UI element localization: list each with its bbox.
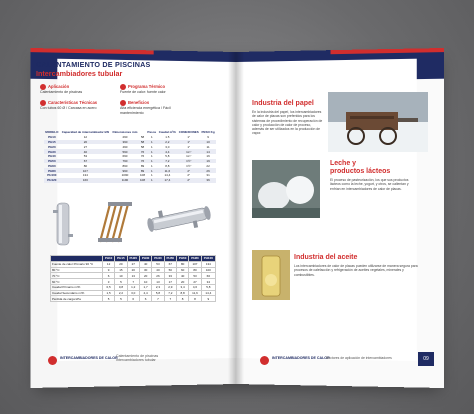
table-cell: 1,5 xyxy=(102,290,114,296)
section-title-oil: Industria del aceite xyxy=(294,254,358,261)
table-header-cell: Capacidad de intercambiador kW xyxy=(61,130,110,135)
table-cell: 15 xyxy=(115,267,127,273)
table-cell: 58 xyxy=(140,139,145,144)
table-cell: 16 xyxy=(206,154,210,159)
horizontal-exchanger-image xyxy=(146,202,212,236)
table-cell: 76 xyxy=(140,149,145,154)
table-cell: 53 xyxy=(152,261,164,267)
table-cell: 3 xyxy=(102,279,114,285)
table-cell: 2" xyxy=(187,173,191,178)
table-cell: 33 xyxy=(164,273,176,279)
table-cell: 27 xyxy=(127,261,139,267)
table-cell: PH20 xyxy=(48,144,56,149)
table-cell: 13 xyxy=(127,273,139,279)
table-cell: 70 °C xyxy=(51,273,103,279)
right-page-title xyxy=(252,66,402,80)
table-cell: 66 xyxy=(201,273,215,279)
table-cell: 1" xyxy=(187,144,191,149)
feature-label: Aplicación xyxy=(48,83,70,89)
feature-text: Calentamiento de piscinas xyxy=(40,90,83,94)
table-cell: 5,8 xyxy=(165,154,170,159)
table-cell: 60 °C xyxy=(51,279,103,285)
table-cell: 1190 xyxy=(111,178,139,183)
table-cell: 1.5 xyxy=(165,135,170,140)
feature-aplicacion xyxy=(40,84,102,95)
feature-caracteristicas xyxy=(40,100,108,111)
table-cell: 20 xyxy=(127,267,139,273)
table-cell: PH30 xyxy=(44,149,60,154)
feature-text: Fuente de calor: fuente calor xyxy=(120,90,166,94)
feature-label: Características Técnicas xyxy=(48,99,98,105)
table-header-cell: PH60 xyxy=(176,256,188,262)
table-row xyxy=(51,296,216,302)
table-cell: 80 °C xyxy=(51,267,103,273)
table-cell: 690 xyxy=(122,154,128,159)
table-cell: 2,3 xyxy=(152,284,164,290)
left-page-subtitle: Intercambiadores tubular xyxy=(36,69,123,78)
table-cell: 1,7 xyxy=(139,284,151,290)
table-cell: PH80 xyxy=(44,168,60,173)
table-cell: 31 xyxy=(206,173,210,178)
table-cell: 76 xyxy=(140,159,145,164)
table-cell: 2" xyxy=(177,168,200,173)
capacity-table xyxy=(50,255,216,302)
table-cell: PH15 xyxy=(44,140,60,145)
table-cell: 40 xyxy=(139,261,151,267)
table-cell: 7,2 xyxy=(164,290,176,296)
table-cell: 27 xyxy=(83,144,88,149)
table-cell: Caudal Primario m³/h xyxy=(51,284,103,290)
table-cell: 7 xyxy=(127,279,139,285)
table-cell: 12 xyxy=(102,261,114,267)
table-cell: PH10 xyxy=(48,135,56,140)
section-text-dairy: El proceso de pasteurización, los que sus productos lácteos como la leche, yogurt, y otros, se calientan y enfrían en intercambiadores de calor de placas. xyxy=(330,178,409,191)
table-cell: 7 xyxy=(152,296,164,302)
table-cell: 8 xyxy=(176,296,188,302)
table-cell: 1 xyxy=(146,178,157,183)
table-header-cell: CONEXIONES xyxy=(178,130,199,135)
table-cell: 3,0 xyxy=(127,290,139,296)
table-cell: 40 xyxy=(176,273,188,279)
table-cell: 1¼" xyxy=(177,149,200,154)
table-cell: 1 xyxy=(150,154,153,159)
section-title-paper: Industria del papel xyxy=(252,100,314,107)
table-cell: 27 xyxy=(189,279,201,285)
table-cell: 2,9 xyxy=(164,284,176,290)
dairy-title-line2: productos lácteos xyxy=(330,167,391,175)
left-footer-text: Calentamiento de piscinas Intercambiadores tubular xyxy=(116,354,159,363)
table-cell: 40 xyxy=(152,267,164,273)
table-cell: 26 xyxy=(200,168,216,173)
table-cell: 60 xyxy=(176,267,188,273)
table-cell: 790 xyxy=(111,159,139,164)
table-cell: 80 xyxy=(83,163,88,168)
right-footer-brand: INTERCAMBIADORES DE CALOR xyxy=(272,356,330,360)
table-header-cell: PH20 xyxy=(127,256,139,262)
table-cell: 36 xyxy=(200,178,216,183)
table-cell: 67 xyxy=(164,261,176,267)
feature-programa xyxy=(120,84,182,95)
table-cell: 6 xyxy=(102,273,114,279)
table-header-row xyxy=(44,130,216,135)
table-cell: 13 xyxy=(152,279,164,285)
snow-vehicle-photo xyxy=(328,92,428,152)
feature-text: Con tubos 60 Ø / Carcasa en acero xyxy=(40,106,97,110)
table-header-cell: PH30 xyxy=(139,256,151,262)
table-header-cell: PH100 xyxy=(201,256,215,262)
table-cell: 490 xyxy=(122,144,128,149)
table-cell: 7 xyxy=(164,296,176,302)
table-cell: 0,8 xyxy=(115,284,127,290)
brand-logo-icon xyxy=(48,356,57,365)
table-cell: 67 xyxy=(60,159,111,164)
table-cell: 40 xyxy=(60,149,111,154)
table-cell: 22 xyxy=(206,163,210,168)
table-header-cell: MODELO xyxy=(45,130,59,135)
table-cell: 7,2 xyxy=(157,159,177,164)
table-cell: 1 xyxy=(146,140,157,145)
table-cell: 4,4 xyxy=(157,149,177,154)
right-title-line2: DE INTERCAMBIADORES xyxy=(284,73,370,80)
dairy-factory-photo xyxy=(252,160,320,218)
table-cell: 1¼" xyxy=(186,154,192,159)
table-cell: 290 xyxy=(122,135,128,140)
table-header-cell: PH40 xyxy=(152,256,164,262)
table-row xyxy=(44,178,216,183)
feature-label: Beneficios xyxy=(128,99,150,105)
table-cell: 14,4 xyxy=(164,173,171,178)
table-cell: 53 xyxy=(83,154,88,159)
table-cell: 1½" xyxy=(186,163,192,168)
section-text-oil: Los intercambiadores de calor de placas pueden utilizarse de manera segura para procesos de calefacción y refrigeración de aceites vegetales, minerales y combustibles. xyxy=(294,264,418,277)
table-cell: 80 xyxy=(189,267,201,273)
table-cell: 1" xyxy=(177,140,200,145)
table-cell: 10 xyxy=(115,273,127,279)
feature-label: Programa Térmico xyxy=(128,83,166,89)
table-cell: 17,4 xyxy=(157,178,177,183)
table-cell: 134 xyxy=(201,261,215,267)
table-cell: 9 xyxy=(207,135,209,140)
vertical-exchanger-image xyxy=(52,200,74,250)
table-cell: 50 xyxy=(164,267,176,273)
table-cell: 590 xyxy=(111,149,139,154)
table-cell: 5 xyxy=(102,296,114,302)
table-cell: 12 xyxy=(83,135,88,140)
brand-logo-icon xyxy=(260,356,269,365)
table-cell: 11,6 xyxy=(189,290,201,296)
table-cell: 4,4 xyxy=(139,290,151,296)
table-cell: 89 xyxy=(140,168,145,173)
table-cell: 100 xyxy=(201,267,215,273)
table-cell: 14 xyxy=(200,149,216,154)
table-cell: 5 xyxy=(115,296,127,302)
table-cell: 20 xyxy=(139,273,151,279)
table-cell: 76 xyxy=(140,154,145,159)
left-footer-brand: INTERCAMBIADORES DE CALOR xyxy=(60,356,118,360)
right-header-accent xyxy=(331,48,444,54)
table-cell: PH60 xyxy=(48,163,56,168)
table-cell: 1 xyxy=(146,168,157,173)
table-cell: 5,8 xyxy=(152,290,164,296)
table-cell: Pérdida de carga kPa xyxy=(51,296,103,302)
table-cell: 108 xyxy=(140,173,146,178)
table-header-cell: PH50 xyxy=(164,256,176,262)
tube-bundle-image xyxy=(96,200,136,246)
table-cell: 11,6 xyxy=(157,168,177,173)
table-header-cell: PH80 xyxy=(189,256,201,262)
table-cell: 4,6 xyxy=(189,284,201,290)
table-header-cell: Dimensiones mm xyxy=(112,130,138,135)
table-cell: 20 xyxy=(115,261,127,267)
table-cell: 14,4 xyxy=(201,290,215,296)
table-cell: 1 xyxy=(150,144,153,149)
table-cell: 2,2 xyxy=(157,140,177,145)
table-header-cell: PESO Kg xyxy=(201,130,215,135)
table-cell: 5 xyxy=(115,279,127,285)
table-cell: 30 xyxy=(139,267,151,273)
table-cell: 19 xyxy=(200,159,216,164)
table-cell: 0,5 xyxy=(102,284,114,290)
table-cell: 134 xyxy=(82,173,88,178)
table-cell: 10 xyxy=(200,140,216,145)
table-cell: 20 xyxy=(176,279,188,285)
table-cell: 1090 xyxy=(121,173,129,178)
table-cell: 1,2 xyxy=(127,284,139,290)
right-footer-text: Sectores de aplicación de intercambiadores xyxy=(326,356,392,360)
page-number: 09 xyxy=(418,352,434,366)
table-cell: 1 xyxy=(150,173,153,178)
oil-photo xyxy=(252,250,290,300)
section-text-paper: En la industria del papel, los intercambiadores de calor de placas son preferidos para los sistemas de procedimiento de recuperación de calor y producción de calor de proceso, además de ser utilizados en la producción de vapor. xyxy=(252,110,323,136)
table-cell: 160 xyxy=(60,178,111,183)
table-header-cell: PH15 xyxy=(115,256,127,262)
table-cell: 1 xyxy=(150,163,153,168)
table-cell: 2,2 xyxy=(115,290,127,296)
table-cell: 11 xyxy=(206,144,210,149)
table-cell: 1 xyxy=(146,159,157,164)
table-cell: 890 xyxy=(122,163,128,168)
table-cell: 107 xyxy=(189,261,201,267)
table-cell: 3,4 xyxy=(176,284,188,290)
left-page-title: CALENTAMIENTO DE PISCINAS xyxy=(36,60,151,69)
table-cell: Fuente de calor Primario 90 °C xyxy=(51,261,103,267)
table-cell: 9 xyxy=(102,267,114,273)
table-cell: 10 xyxy=(139,279,151,285)
table-cell: 6 xyxy=(139,296,151,302)
feature-text: Alta eficiencia energética / Fácil mantenimiento xyxy=(120,106,171,115)
table-cell: 26 xyxy=(152,273,164,279)
table-cell: 8 xyxy=(189,296,201,302)
table-cell: Caudal Secundario m³/h xyxy=(51,290,103,296)
table-cell: PH100 xyxy=(47,173,57,178)
table-cell: 390 xyxy=(111,140,139,145)
table-cell: PH40 xyxy=(48,154,56,159)
table-cell: 53 xyxy=(189,273,201,279)
models-table xyxy=(44,130,216,183)
table-cell: 5,8 xyxy=(201,284,215,290)
table-cell: 58 xyxy=(140,144,145,149)
table-cell: 34 xyxy=(201,279,215,285)
table-cell: 80 xyxy=(176,261,188,267)
feature-beneficios xyxy=(120,100,182,115)
table-cell: 17 xyxy=(164,279,176,285)
table-cell: 1½" xyxy=(177,159,200,164)
table-cell: 8,8 xyxy=(176,290,188,296)
table-cell: 89 xyxy=(140,163,145,168)
table-cell: 6 xyxy=(127,296,139,302)
table-header-cell: Pasos xyxy=(147,130,157,135)
table-cell: 2" xyxy=(177,178,200,183)
table-cell: 9 xyxy=(201,296,215,302)
table-cell: 108 xyxy=(140,178,146,183)
dairy-title-line1: Leche y xyxy=(330,160,357,167)
table-cell: 8,8 xyxy=(165,163,170,168)
table-cell: 58 xyxy=(140,135,145,140)
table-cell: PH50 xyxy=(44,159,60,164)
table-header-cell: Caudal m³/h xyxy=(158,130,176,135)
table-cell: 1 xyxy=(150,135,153,140)
section-title-dairy xyxy=(330,160,420,175)
table-cell: 3,0 xyxy=(165,144,170,149)
table-cell: 20 xyxy=(60,140,111,145)
table-cell: PH120 xyxy=(44,178,60,183)
table-cell: 1" xyxy=(187,135,191,140)
table-header-cell: PH10 xyxy=(102,256,114,262)
table-cell: 1 xyxy=(146,149,157,154)
table-cell: 107 xyxy=(60,168,111,173)
table-cell: 990 xyxy=(111,168,139,173)
right-title-line1: SECTORES DE APLICACIÓN xyxy=(279,66,375,73)
